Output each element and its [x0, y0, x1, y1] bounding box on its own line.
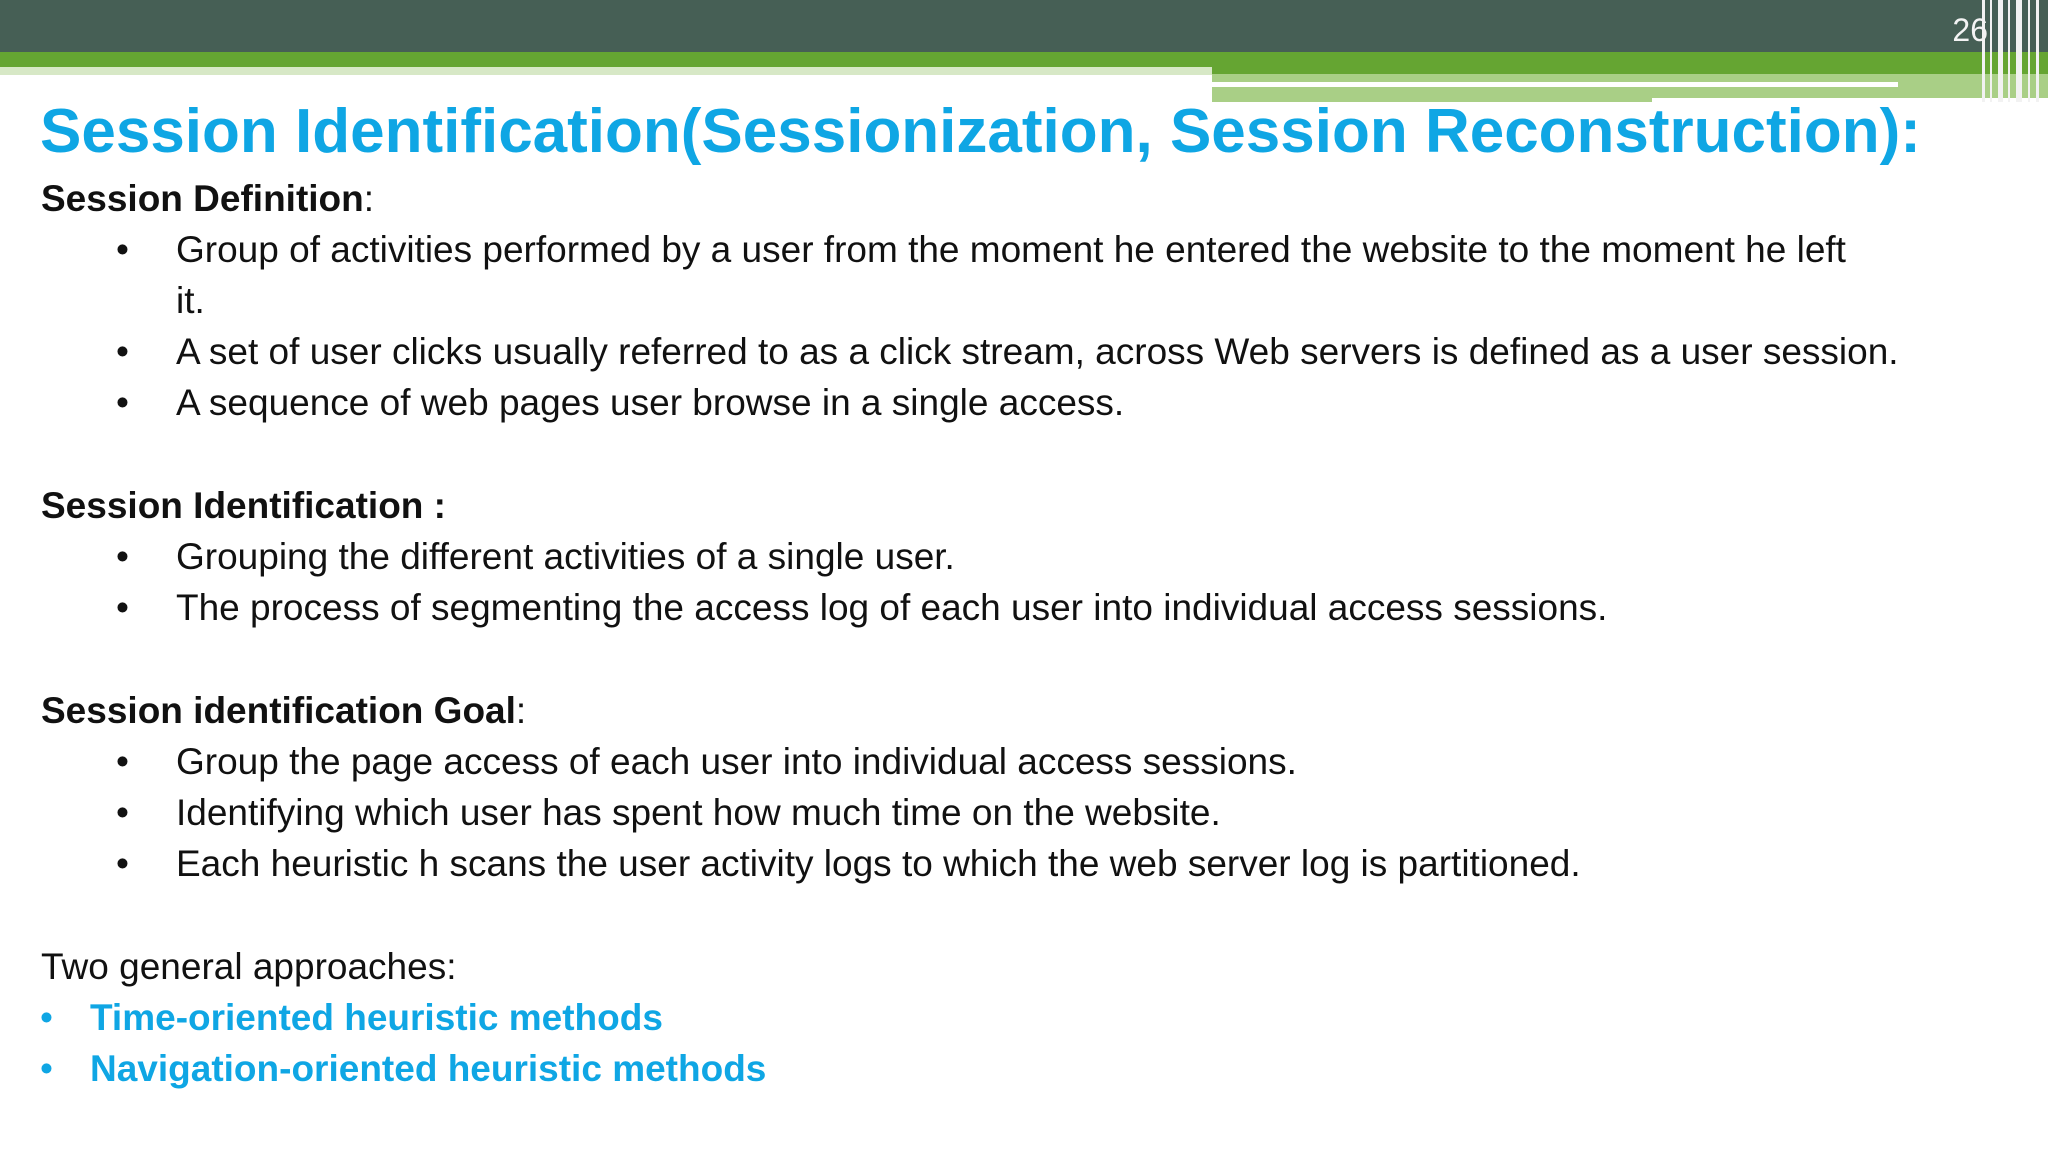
bullet-text: A sequence of web pages user browse in a single access. — [176, 382, 1125, 423]
bullet-marker: • — [116, 229, 129, 270]
slide-number: 26 — [1952, 12, 1988, 48]
bullet-marker: • — [116, 587, 129, 628]
approach-time-oriented: Time-oriented heuristic methods — [90, 997, 663, 1038]
bullet-text-continued: it. — [176, 280, 205, 321]
bullet-marker: • — [116, 331, 129, 372]
approach-navigation-oriented: Navigation-oriented heuristic methods — [90, 1048, 767, 1089]
approaches-intro: Two general approaches: — [41, 946, 457, 987]
section-heading-definition: Session Definition: — [41, 178, 375, 219]
bullet-marker: • — [116, 843, 129, 884]
bullet-text: Each heuristic h scans the user activity logs to which the web server log is partitioned. — [176, 843, 1581, 884]
bullet-text: Identifying which user has spent how much time on the website. — [176, 792, 1221, 833]
section-heading-identification: Session Identification : — [41, 485, 446, 526]
section-heading-goal: Session identification Goal: — [41, 690, 527, 731]
bullet-marker: • — [116, 382, 129, 423]
bullet-text: The process of segmenting the access log of each user into individual access sessions. — [176, 587, 1608, 628]
slide-title: Session Identification(Sessionization, Session Reconstruction): — [40, 97, 1921, 166]
bullet-marker: • — [116, 536, 129, 577]
bullet-text: A set of user clicks usually referred to as a click stream, across Web servers is defined as a user session. — [176, 331, 1899, 372]
approach-bullet-marker: • — [40, 997, 53, 1038]
bullet-marker: • — [116, 792, 129, 833]
bullet-text: Group of activities performed by a user from the moment he entered the website to the moment he left — [176, 229, 1846, 270]
bullet-text: Group the page access of each user into individual access sessions. — [176, 741, 1297, 782]
bullet-text: Grouping the different activities of a single user. — [176, 536, 955, 577]
bullet-marker: • — [116, 741, 129, 782]
approach-bullet-marker: • — [40, 1048, 53, 1089]
